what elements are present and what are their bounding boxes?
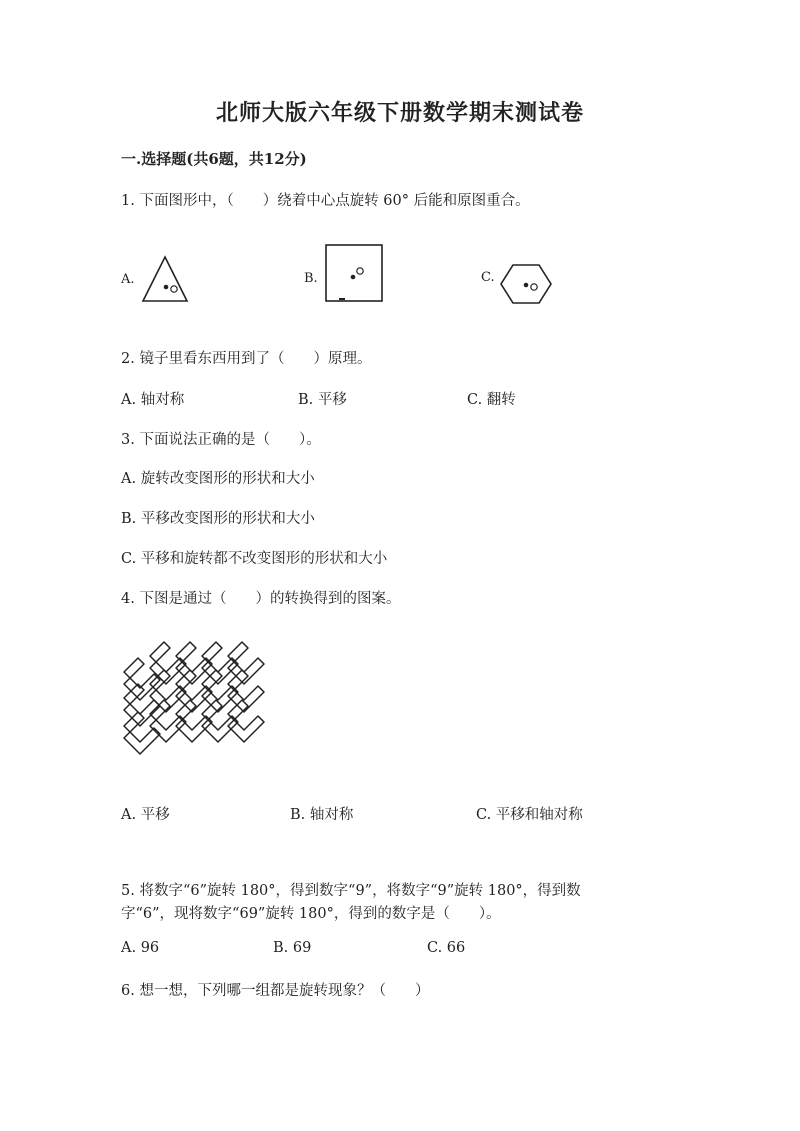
q1-option-c-label: C. [481,270,495,285]
square-icon [325,244,383,302]
q3-option-b: B. 平移改变图形的形状和大小 [121,511,315,527]
question-2: 2. 镜子里看东西用到了（ ）原理。 [121,351,372,367]
q2-option-a: A. 轴对称 [121,392,185,408]
q1-option-b-label: B. [304,271,318,286]
question-6: 6. 想一想，下列哪一组都是旋转现象？（ ） [121,983,430,999]
tessellation-pattern-icon [122,640,270,758]
q4-option-c: C. 平移和轴对称 [476,807,583,823]
question-5-line-1: 5. 将数字“6”旋转 180°，得到数字“9”，将数字“9”旋转 180°，得到数 [121,883,581,899]
q3-option-a: A. 旋转改变图形的形状和大小 [121,471,315,487]
q1-option-a-label: A. [121,272,135,287]
q5-option-b: B. 69 [273,940,312,956]
section-heading: 一.选择题(共6题，共12分) [121,150,307,168]
question-5-line-2: 字“6”，现将数字“69”旋转 180°，得到的数字是（ ）。 [121,906,501,922]
hexagon-icon [500,264,552,304]
q2-option-c: C. 翻转 [467,392,516,408]
q5-option-c: C. 66 [427,940,466,956]
q2-option-b: B. 平移 [298,392,347,408]
page-title: 北师大版六年级下册数学期末测试卷 [215,100,584,126]
q5-option-a: A. 96 [121,940,160,956]
q4-option-a: A. 平移 [121,807,170,823]
question-3: 3. 下面说法正确的是（ ）。 [121,432,321,448]
question-4: 4. 下图是通过（ ）的转换得到的图案。 [121,591,401,607]
question-1: 1. 下面图形中，（ ）绕着中心点旋转 60° 后能和原图重合。 [121,193,530,209]
triangle-icon [140,255,190,305]
q4-option-b: B. 轴对称 [290,807,354,823]
q3-option-c: C. 平移和旋转都不改变图形的形状和大小 [121,551,388,567]
